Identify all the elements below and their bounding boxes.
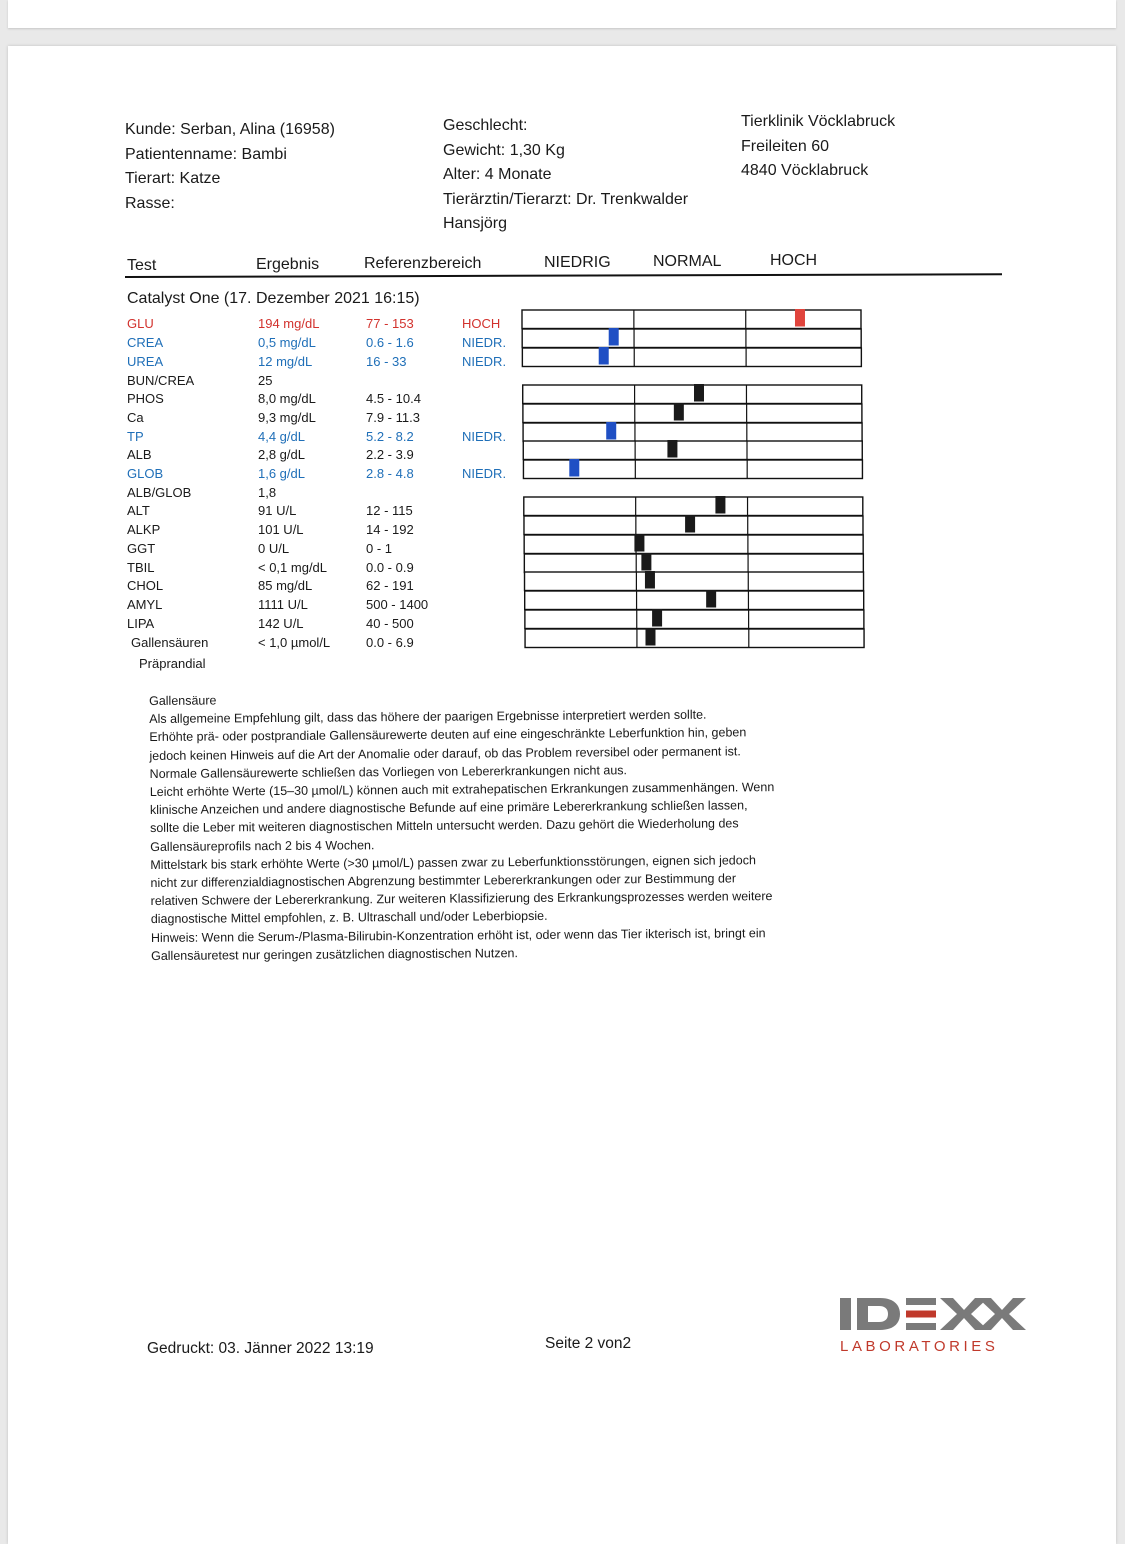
value-marker — [667, 440, 677, 458]
species: Tierart: Katze — [125, 170, 221, 187]
range-bar — [524, 534, 863, 554]
printed-date: Gedruckt: 03. Jänner 2022 13:19 — [147, 1340, 374, 1357]
col-test: Test — [127, 257, 157, 274]
test-name: ALB — [127, 447, 152, 462]
value-marker — [641, 553, 651, 571]
test-result: 4,4 g/dL — [258, 429, 305, 444]
veterinarian: Tierärztin/Tierarzt: Dr. Trenkwalder — [443, 190, 689, 208]
reference-range: 16 - 33 — [366, 354, 407, 369]
range-bar — [522, 347, 861, 367]
reference-range: 5.2 - 8.2 — [366, 429, 414, 444]
previous-page-edge — [8, 0, 1116, 28]
bile-acid-note — [149, 687, 841, 965]
test-name: Gallensäuren — [131, 635, 209, 650]
reference-range: 7.9 - 11.3 — [366, 410, 420, 425]
clinic-city: 4840 Vöcklabruck — [741, 162, 869, 179]
value-marker — [795, 309, 805, 327]
range-bar — [523, 403, 862, 423]
reference-range: 12 - 115 — [366, 503, 413, 518]
idexx-logo — [840, 1294, 1026, 1355]
range-bar — [523, 440, 862, 460]
note-line: jedoch keinen Hinweis auf die Art der Anomalie oder darauf, ob das Problem reversibel oder permanent ist. — [149, 743, 741, 763]
col-high: HOCH — [770, 252, 818, 269]
range-bar — [523, 384, 862, 404]
report-page — [8, 46, 1116, 1544]
note-line: Gallensäuretest nur geringen zusätzlichen diagnostischen Nutzen. — [151, 945, 519, 963]
note-title: Gallensäure — [149, 693, 217, 708]
test-name: PHOS — [127, 391, 164, 406]
note-line: Erhöhte prä- oder postprandiale Gallensäurewerte deuten auf eine eingeschränkte Leberfunktion hin, geben — [149, 725, 747, 745]
note-line: Normale Gallensäurewerte schließen das Vorliegen von Lebererkrankungen nicht aus. — [149, 763, 628, 781]
value-marker — [645, 571, 655, 589]
range-bar — [522, 309, 861, 329]
value-marker — [652, 609, 662, 627]
reference-range: 77 - 153 — [366, 316, 414, 331]
value-marker — [569, 459, 579, 477]
test-name: GLOB — [127, 466, 164, 481]
value-marker — [609, 328, 619, 346]
note-line: relativen Schwere der Lebererkrankung. Zur weiteren Klassifizierung des Erkrankungsprozesses werden weitere — [150, 889, 773, 909]
test-name: ALKP — [127, 522, 161, 537]
clinic-street: Freileiten 60 — [741, 137, 830, 155]
value-marker — [599, 347, 609, 365]
value-marker — [674, 403, 684, 421]
value-marker — [606, 422, 616, 440]
note-line: Gallensäureprofils nach 2 bis 4 Wochen. — [150, 837, 375, 854]
reference-range: 62 - 191 — [366, 578, 414, 593]
test-result: < 0,1 mg/dL — [258, 560, 328, 575]
range-bar — [525, 609, 864, 629]
test-result: 25 — [258, 373, 273, 388]
note-line: sollte die Leber mit weiteren diagnostischen Mitteln untersucht werden. Dazu gehört die Wiederholung des — [150, 816, 739, 836]
value-marker — [645, 628, 655, 646]
test-name: Ca — [127, 410, 144, 425]
reference-range: 4.5 - 10.4 — [366, 391, 421, 406]
test-name: AMYL — [127, 597, 163, 612]
reference-range: 0.0 - 6.9 — [366, 635, 414, 650]
reference-range: 0.6 - 1.6 — [366, 335, 414, 350]
test-result: 142 U/L — [258, 616, 304, 631]
status-flag: NIEDR. — [462, 335, 507, 350]
test-name: ALB/GLOB — [127, 485, 192, 500]
range-bar — [523, 422, 862, 442]
note-line: klinische Anzeichen und andere diagnostische Befunde auf eine primäre Lebererkrankung schließen lassen, — [149, 798, 748, 818]
value-marker — [706, 590, 716, 608]
row-extra-label: Präprandial — [139, 656, 206, 671]
value-marker — [694, 384, 704, 402]
test-name: CREA — [127, 335, 164, 350]
test-result: 194 mg/dL — [258, 316, 320, 331]
test-name: LIPA — [127, 616, 155, 631]
test-result: 91 U/L — [258, 503, 297, 518]
test-name: ALT — [127, 503, 150, 518]
range-bar — [524, 496, 863, 516]
test-name: BUN/CREA — [127, 373, 195, 388]
veterinarian-cont: Hansjörg — [443, 215, 508, 232]
test-name: GLU — [127, 316, 154, 331]
reference-range: 2.8 - 4.8 — [366, 466, 414, 481]
value-marker — [685, 515, 695, 533]
note-line: Leicht erhöhte Werte (15–30 µmol/L) können auch mit extrahepatischen Erkrankungen zusammenhängen. Wenn — [149, 780, 775, 800]
age: Alter: 4 Monate — [443, 166, 552, 183]
range-bar — [522, 328, 861, 348]
reference-range: 2.2 - 3.9 — [366, 447, 414, 462]
test-name: GGT — [127, 541, 156, 556]
page-number: Seite 2 von2 — [545, 1335, 632, 1352]
test-result: < 1,0 µmol/L — [258, 635, 331, 650]
test-result: 1,8 — [258, 485, 277, 500]
note-line: nicht zur differenzialdiagnostischen Abgrenzung bestimmter Lebererkrankungen oder zur Bestimmung der — [150, 871, 737, 891]
section-title: Catalyst One (17. Dezember 2021 16:15) — [127, 290, 420, 307]
col-result: Ergebnis — [256, 256, 320, 273]
test-name: TBIL — [127, 560, 155, 575]
range-bar — [525, 571, 864, 591]
idexx-logo-mark — [840, 1294, 1026, 1334]
note-line: Mittelstark bis stark erhöhte Werte (>30 µmol/L) passen zwar zu Leberfunktionsstörungen, eignen sich jedoch — [150, 853, 756, 872]
test-result: 9,3 mg/dL — [258, 410, 316, 425]
sex: Geschlecht: — [443, 117, 528, 134]
reference-range: 0.0 - 0.9 — [366, 560, 414, 575]
status-flag: HOCH — [462, 316, 501, 331]
range-bar — [524, 553, 863, 573]
test-name: TP — [127, 429, 144, 444]
range-bar — [525, 628, 864, 648]
status-flag: NIEDR. — [462, 429, 507, 444]
note-line: Als allgemeine Empfehlung gilt, dass das höhere der paarigen Ergebnisse interpretiert werden sollte. — [149, 707, 707, 727]
test-result: 0,5 mg/dL — [258, 335, 316, 350]
value-marker — [634, 534, 644, 552]
test-result: 12 mg/dL — [258, 354, 313, 369]
test-result: 1111 U/L — [258, 597, 308, 612]
status-flag: NIEDR. — [462, 354, 507, 369]
test-result: 1,6 g/dL — [258, 466, 305, 481]
test-result: 85 mg/dL — [258, 578, 313, 593]
range-bar — [525, 590, 864, 610]
test-result: 0 U/L — [258, 541, 290, 556]
test-result: 8,0 mg/dL — [258, 391, 316, 406]
col-normal: NORMAL — [653, 253, 722, 270]
client-name: Kunde: Serban, Alina (16958) — [125, 121, 335, 138]
test-result: 101 U/L — [258, 522, 304, 537]
clinic-name: Tierklinik Vöcklabruck — [741, 113, 896, 130]
logo-subtitle: LABORATORIES — [840, 1338, 999, 1355]
note-line: Hinweis: Wenn die Serum-/Plasma-Bilirubin-Konzentration erhöht ist, oder wenn das Tier ikterisch ist, bringt ein — [150, 925, 766, 945]
note-line: diagnostische Mittel empfohlen, z. B. Ultraschall und/oder Leberbiopsie. — [150, 909, 548, 927]
reference-range: 14 - 192 — [366, 522, 414, 537]
patient-name: Patientenname: Bambi — [125, 145, 287, 163]
reference-range: 500 - 1400 — [366, 597, 429, 612]
reference-range: 40 - 500 — [366, 616, 414, 631]
status-flag: NIEDR. — [462, 466, 507, 481]
col-low: NIEDRIG — [544, 254, 611, 271]
col-reference: Referenzbereich — [364, 255, 482, 272]
reference-range: 0 - 1 — [366, 541, 393, 556]
range-bar — [523, 459, 862, 479]
breed: Rasse: — [125, 194, 175, 212]
weight: Gewicht: 1,30 Kg — [443, 141, 565, 159]
range-bar — [524, 515, 863, 535]
value-marker — [715, 496, 725, 514]
test-name: UREA — [127, 354, 164, 369]
test-result: 2,8 g/dL — [258, 447, 305, 462]
test-name: CHOL — [127, 578, 164, 593]
